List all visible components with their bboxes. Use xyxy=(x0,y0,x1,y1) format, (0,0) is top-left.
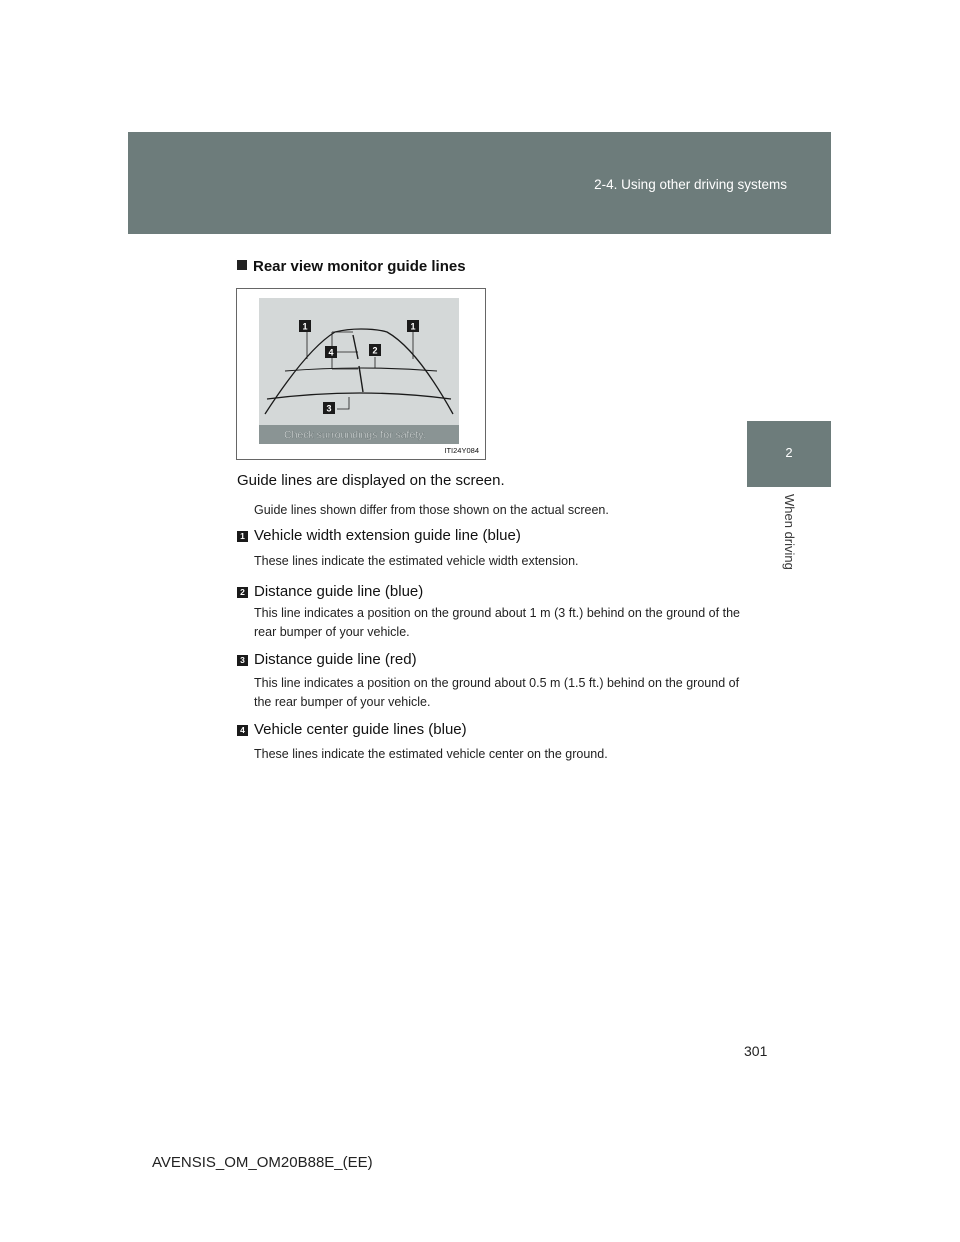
callout-badge-4 xyxy=(325,346,337,358)
callout-label-4: 4 xyxy=(328,347,334,358)
screen-banner-text: Check surroundings for safety. xyxy=(284,429,426,441)
item-number-badge: 2 xyxy=(237,587,248,598)
item-description: These lines indicate the estimated vehicle center on the ground. xyxy=(254,747,608,761)
item-description: This line indicates a position on the ground about 0.5 m (1.5 ft.) behind on the ground of the rear bumper of your vehicle. xyxy=(254,676,740,709)
callout-label-1-left: 1 xyxy=(302,321,308,332)
callout-label-2: 2 xyxy=(372,345,378,356)
item-title: Vehicle width extension guide line (blue) xyxy=(254,527,521,544)
item-title: Distance guide line (red) xyxy=(254,651,417,668)
chapter-label: When driving xyxy=(782,494,797,570)
callout-badge-1-right xyxy=(407,320,419,332)
item-title: Distance guide line (blue) xyxy=(254,583,424,600)
section-heading-text: Rear view monitor guide lines xyxy=(253,258,466,275)
callout-label-1-right: 1 xyxy=(410,321,416,332)
intro-text: Guide lines are displayed on the screen. xyxy=(237,472,505,489)
callout-badge-3 xyxy=(323,402,335,414)
note-text: Guide lines shown differ from those shown on the actual screen. xyxy=(254,503,609,517)
item-number-badge: 1 xyxy=(237,531,248,542)
chapter-number: 2 xyxy=(785,445,793,460)
chapter-tab xyxy=(747,421,831,487)
rear-view-screen-illustration xyxy=(237,289,485,459)
item-number-badge: 4 xyxy=(237,725,248,736)
item-description: This line indicates a position on the ground about 1 m (3 ft.) behind on the ground of the rear bumper of your vehicle. xyxy=(254,606,740,639)
item-number-badge: 3 xyxy=(237,655,248,666)
header-band xyxy=(128,132,831,234)
page-number: 301 xyxy=(744,1043,768,1059)
callout-badge-2 xyxy=(369,344,381,356)
callout-label-3: 3 xyxy=(326,403,332,414)
item-title: Vehicle center guide lines (blue) xyxy=(254,721,467,738)
figure-id: ITI24Y084 xyxy=(444,446,479,455)
section-heading xyxy=(237,258,466,275)
header-title: 2-4. Using other driving systems xyxy=(594,177,787,192)
document-code: AVENSIS_OM_OM20B88E_(EE) xyxy=(152,1154,373,1171)
guide-lines-figure xyxy=(236,288,486,460)
item-description: These lines indicate the estimated vehicle width extension. xyxy=(254,554,579,568)
callout-badge-1-left xyxy=(299,320,311,332)
bullet-square-icon xyxy=(237,260,247,270)
